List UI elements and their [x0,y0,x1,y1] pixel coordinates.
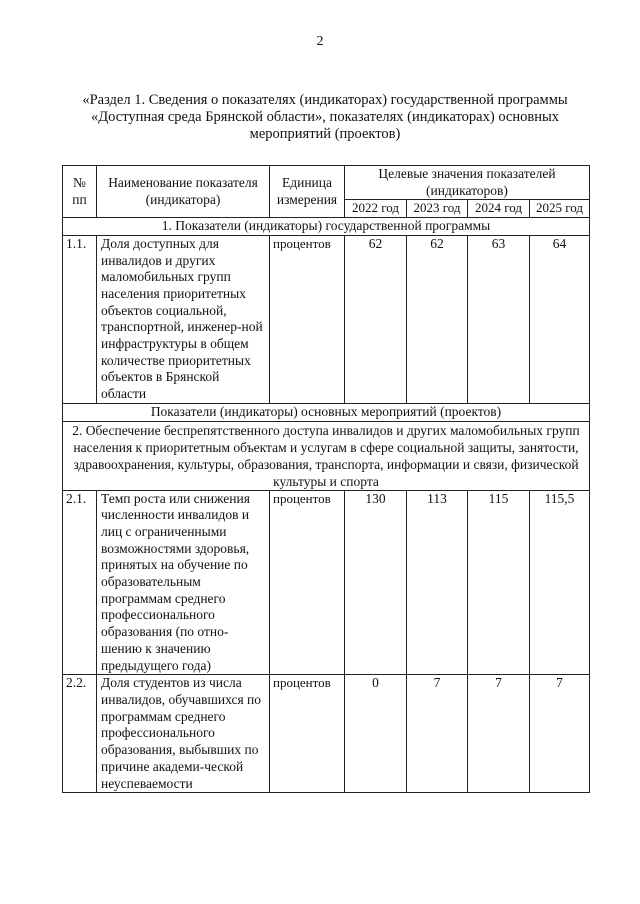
header-unit: Единица измерения [270,166,345,218]
title-line-3: мероприятий (проектов) [249,126,401,142]
section-1-heading: 1. Показатели (индикаторы) государственной программы [63,218,590,236]
events-indicators-heading: Показатели (индикаторы) основных мероприятий (проектов) [63,403,590,421]
title-line-1: «Раздел 1. Сведения о показателях (индикаторах) государственной программы [82,92,568,108]
row-value-2024: 115 [468,490,530,675]
title-line-2: «Доступная среда Брянской области», показателях (индикаторах) основных [91,109,559,125]
row-indicator-name: Доля студентов из числа инвалидов, обучавшихся по программам среднего профессионального образования, выбывших по причине академи-ческой неуспеваемости [97,675,270,793]
row-num: 2.1. [63,490,97,675]
row-value-2025: 7 [530,675,590,793]
header-year: 2025 год [530,200,590,218]
header-year: 2023 год [407,200,468,218]
row-value-2024: 7 [468,675,530,793]
table-row [63,675,590,793]
row-num: 2.2. [63,675,97,793]
row-value-2022: 0 [345,675,407,793]
row-value-2024: 63 [468,235,530,403]
row-indicator-name: Доля доступных для инвалидов и других маломобильных групп населения приоритетных объектов социальной, транспортной, инженер-ной инфраструктуры в общем количестве приоритетных объектов в Брянской области [97,235,270,403]
row-unit: процентов [270,235,345,403]
section-2-heading: 2. Обеспечение беспрепятственного доступа инвалидов и других маломобильных групп населения к приоритетным объектам и услугам в сфере социальной защиты, занятости, здравоохранения, культуры, образования, транспорта, информации и связи, физической культуры и спорта [63,421,590,490]
header-num: № пп [63,166,97,218]
table-row [63,490,590,675]
table-row [63,235,590,403]
table-header-row [63,166,590,200]
row-value-2025: 115,5 [530,490,590,675]
row-value-2025: 64 [530,235,590,403]
row-value-2023: 113 [407,490,468,675]
row-num: 1.1. [63,235,97,403]
header-year: 2024 год [468,200,530,218]
section-row [63,421,590,490]
row-value-2022: 62 [345,235,407,403]
page-number: 2 [316,34,324,49]
row-unit: процентов [270,490,345,675]
row-value-2023: 62 [407,235,468,403]
section-title [60,92,590,143]
indicators-table [62,165,590,793]
section-row [63,218,590,236]
row-unit: процентов [270,675,345,793]
section-row [63,403,590,421]
row-indicator-name: Темп роста или снижения численности инвалидов и лиц с ограниченными возможностями здоровья, принятых на обучение по образовательным программам среднего профессионального образования (по отно-шению к значению предыдущего года) [97,490,270,675]
row-value-2023: 7 [407,675,468,793]
row-value-2022: 130 [345,490,407,675]
header-year: 2022 год [345,200,407,218]
header-target-values: Целевые значения показателей (индикаторов) [345,166,590,200]
header-name: Наименование показателя (индикатора) [97,166,270,218]
